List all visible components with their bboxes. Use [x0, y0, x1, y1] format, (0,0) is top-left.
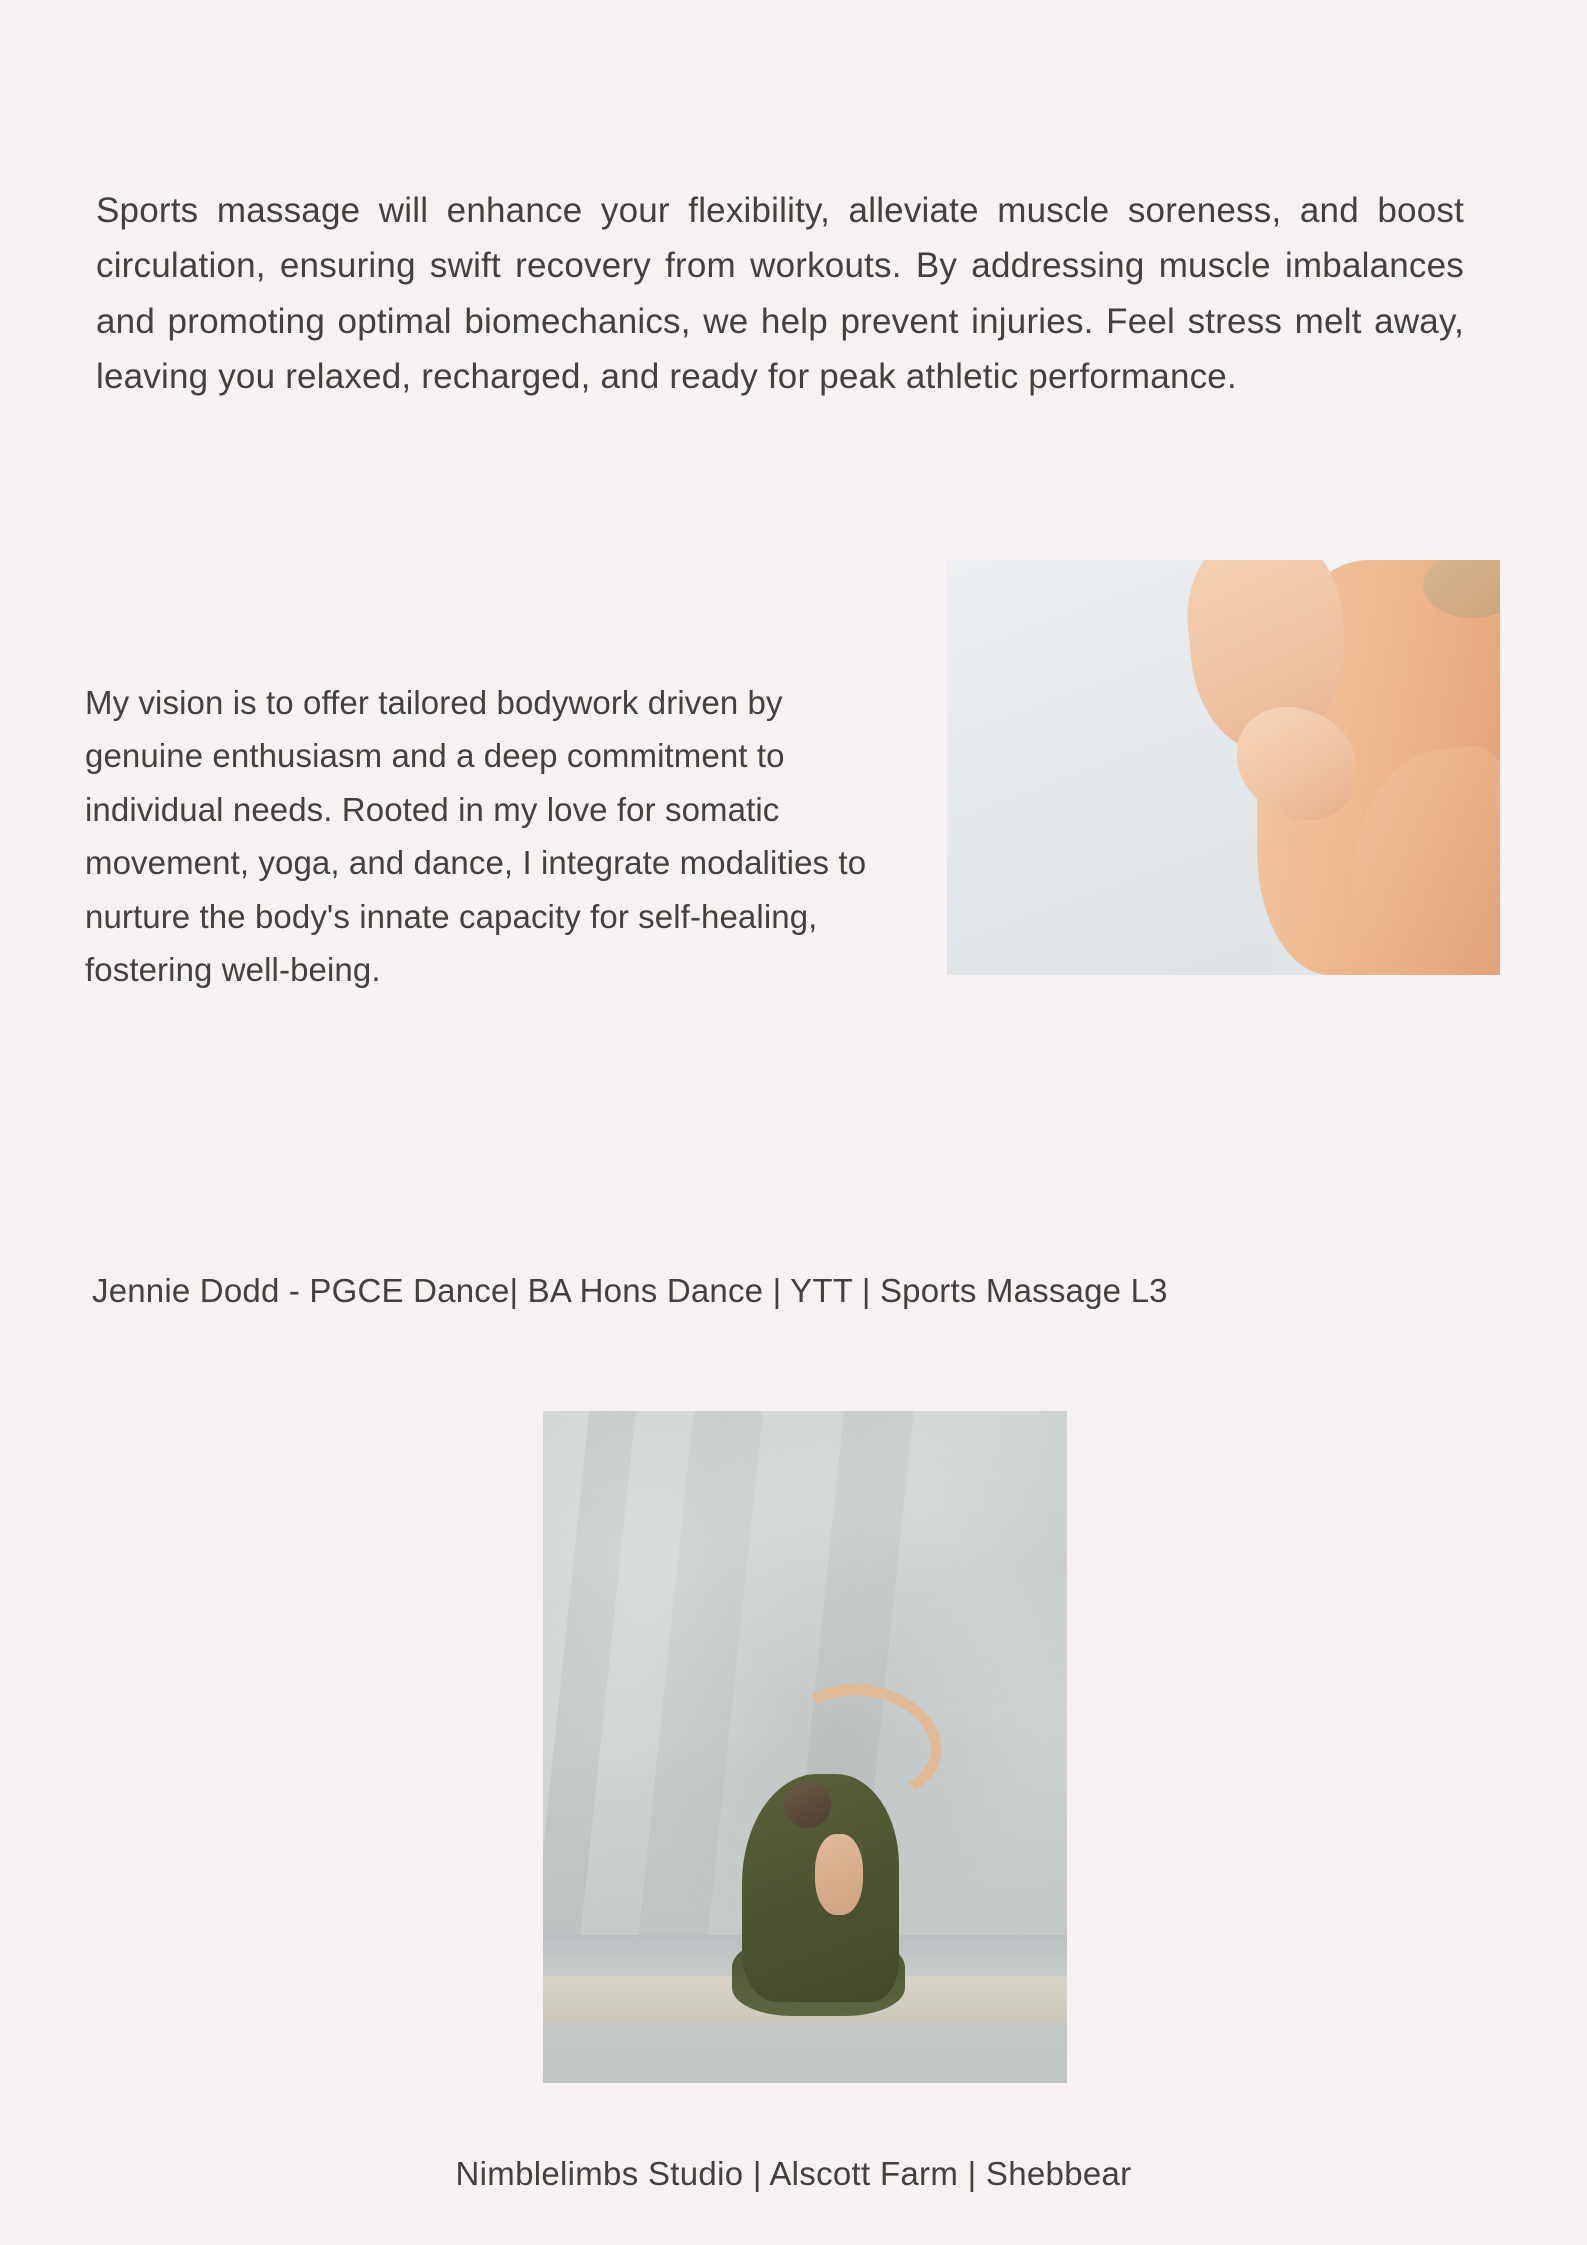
vision-paragraph: My vision is to offer tailored bodywork driven by genuine enthusiasm and a deep commitment to individual needs. Rooted in my love for somatic movement, yoga, and dance, I integrate modalities to nurture the body's innate capacity for self-healing, fostering well-being. [85, 684, 867, 989]
massage-photo [947, 560, 1500, 975]
credentials-line: Jennie Dodd - PGCE Dance| BA Hons Dance | YTT | Sports Massage L3 [92, 1272, 1168, 1309]
yoga-photo-back [815, 1834, 862, 1915]
yoga-photo [543, 1411, 1067, 2083]
vision-section [85, 560, 1500, 989]
footer-line: Nimblelimbs Studio | Alscott Farm | Shebbear [455, 2155, 1132, 2192]
intro-paragraph: Sports massage will enhance your flexibility, alleviate muscle soreness, and boost circulation, ensuring swift recovery from workouts. By addressing muscle imbalances and promoting optimal biomechanics, we help prevent injuries. Feel stress melt away, leaving you relaxed, recharged, and ready for peak athletic performance. [96, 191, 1464, 396]
intro-section [96, 148, 1464, 439]
